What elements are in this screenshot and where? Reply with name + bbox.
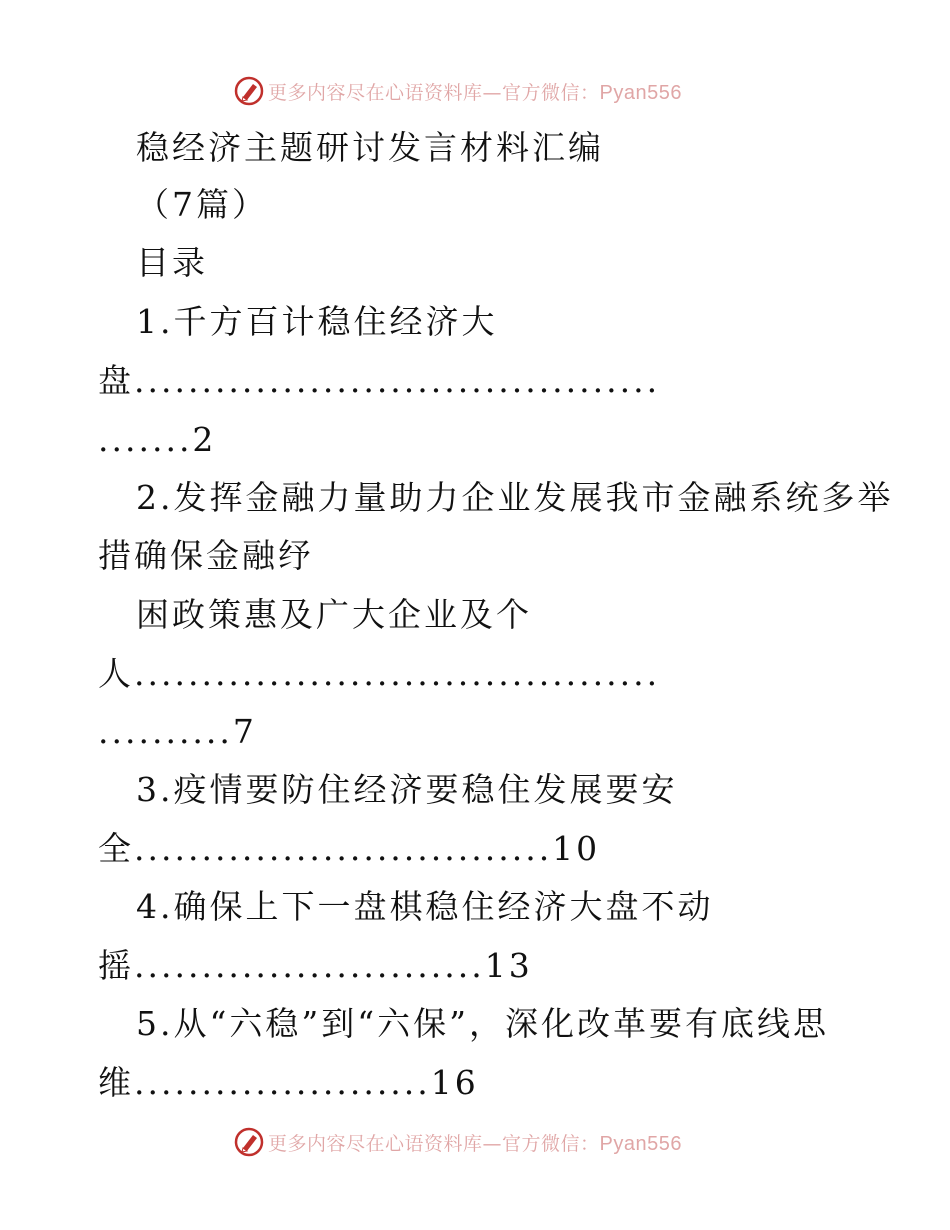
- header-watermark: [234, 74, 682, 108]
- toc-line: .......2: [98, 420, 217, 459]
- footer-watermark: [234, 1125, 682, 1159]
- watermark-wechat-id: Pyan556: [599, 1132, 682, 1155]
- watermark-label: 更多内容尽在心语资料库—官方微信：: [268, 81, 600, 104]
- pen-logo-icon: [234, 1127, 264, 1157]
- watermark-text: [268, 78, 682, 105]
- toc-line: 1.千方百计稳住经济大: [136, 302, 498, 341]
- document-subtitle: （7篇）: [136, 185, 268, 224]
- toc-line: 3.疫情要防住经济要稳住发展要安: [136, 770, 678, 809]
- watermark-label: 更多内容尽在心语资料库—官方微信：: [268, 1132, 600, 1155]
- toc-heading: 目录: [136, 243, 208, 282]
- toc-line: 5.从“六稳”到“六保”，深化改革要有底线思: [136, 1004, 829, 1043]
- toc-line: 人.......................................: [98, 654, 661, 693]
- pen-logo-icon: [234, 76, 264, 106]
- toc-line: 4.确保上下一盘棋稳住经济大盘不动: [136, 887, 714, 926]
- toc-line: ..........7: [98, 712, 257, 751]
- toc-line: 维......................16: [98, 1063, 479, 1102]
- toc-line: 盘.......................................: [98, 361, 661, 400]
- document-title: 稳经济主题研讨发言材料汇编: [136, 128, 604, 167]
- toc-line: 困政策惠及广大企业及个: [136, 595, 532, 634]
- toc-line: 摇..........................13: [98, 946, 533, 985]
- watermark-text: [268, 1129, 682, 1156]
- watermark-wechat-id: Pyan556: [599, 81, 682, 104]
- toc-line: 措确保金融纾: [98, 536, 314, 575]
- toc-line: 全...............................10: [98, 829, 601, 868]
- toc-line: 2.发挥金融力量助力企业发展我市金融系统多举: [136, 478, 894, 517]
